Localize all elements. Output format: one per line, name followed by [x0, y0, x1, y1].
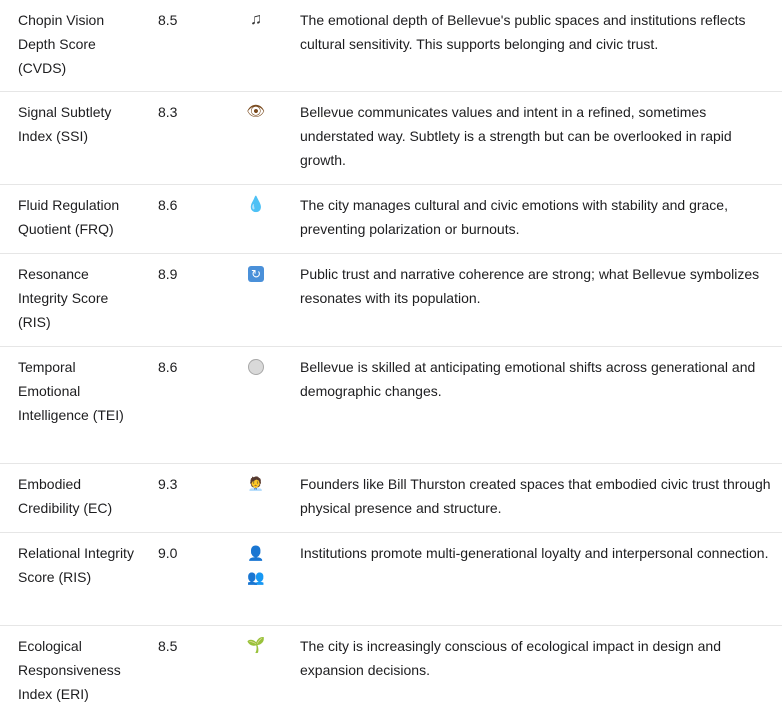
metric-description: The emotional depth of Bellevue's public spaces and institutions reflects cultural sensitivity. This supports belonging and civic trust.	[300, 12, 746, 52]
table-row	[0, 92, 782, 185]
metric-description: Bellevue is skilled at anticipating emotional shifts across generational and demographic changes.	[300, 359, 756, 399]
metric-description: The city is increasingly conscious of ecological impact in design and expansion decisions.	[300, 638, 721, 678]
table-row	[0, 254, 782, 347]
metric-name: Fluid Regulation Quotient (FRQ)	[18, 197, 120, 237]
metric-name: Resonance Integrity Score (RIS)	[18, 266, 109, 330]
eye-icon: 👁	[246, 103, 266, 120]
table-row	[0, 185, 782, 254]
metric-score: 9.3	[158, 476, 178, 492]
people-icon: 👤 👥	[247, 545, 265, 585]
metric-name: Relational Integrity Score (RIS)	[18, 545, 134, 585]
metric-name: Chopin Vision Depth Score (CVDS)	[18, 12, 105, 76]
metric-description: Bellevue communicates values and intent in a refined, sometimes understated way. Subtlety is a strength but can be overlooked in rapid growth.	[300, 104, 732, 168]
metric-score: 8.9	[158, 266, 178, 282]
clock-icon	[244, 355, 300, 379]
metric-score: 9.0	[158, 545, 178, 561]
metric-name: Embodied Credibility (EC)	[18, 476, 113, 516]
metric-score: 8.6	[158, 197, 178, 213]
table-row	[0, 0, 782, 92]
metric-description: Institutions promote multi-generational loyalty and interpersonal connection.	[300, 545, 769, 561]
droplet-icon: 💧	[246, 196, 266, 213]
table-row	[0, 626, 782, 709]
table-row	[0, 347, 782, 464]
metric-description: Public trust and narrative coherence are strong; what Bellevue symbolizes resonates with its population.	[300, 266, 760, 306]
musical-notes-icon: ♫	[250, 11, 262, 28]
metric-score: 8.6	[158, 359, 178, 375]
metric-name: Ecological Responsiveness Index (ERI)	[18, 638, 121, 702]
table-row	[0, 533, 782, 626]
person-in-suit-icon: 🧑‍💼	[247, 476, 265, 491]
metric-score: 8.3	[158, 104, 178, 120]
table-row	[0, 464, 782, 533]
metric-name: Temporal Emotional Intelligence (TEI)	[18, 359, 124, 423]
metric-score: 8.5	[158, 12, 178, 28]
metric-description: The city manages cultural and civic emotions with stability and grace, preventing polarization or burnouts.	[300, 197, 728, 237]
metric-description: Founders like Bill Thurston created spaces that embodied civic trust through physical presence and structure.	[300, 476, 771, 516]
metric-score: 8.5	[158, 638, 178, 654]
sprout-icon: 🌱	[246, 637, 266, 654]
metric-name: Signal Subtlety Index (SSI)	[18, 104, 112, 144]
cycle-arrows-icon: ↻	[244, 262, 300, 286]
